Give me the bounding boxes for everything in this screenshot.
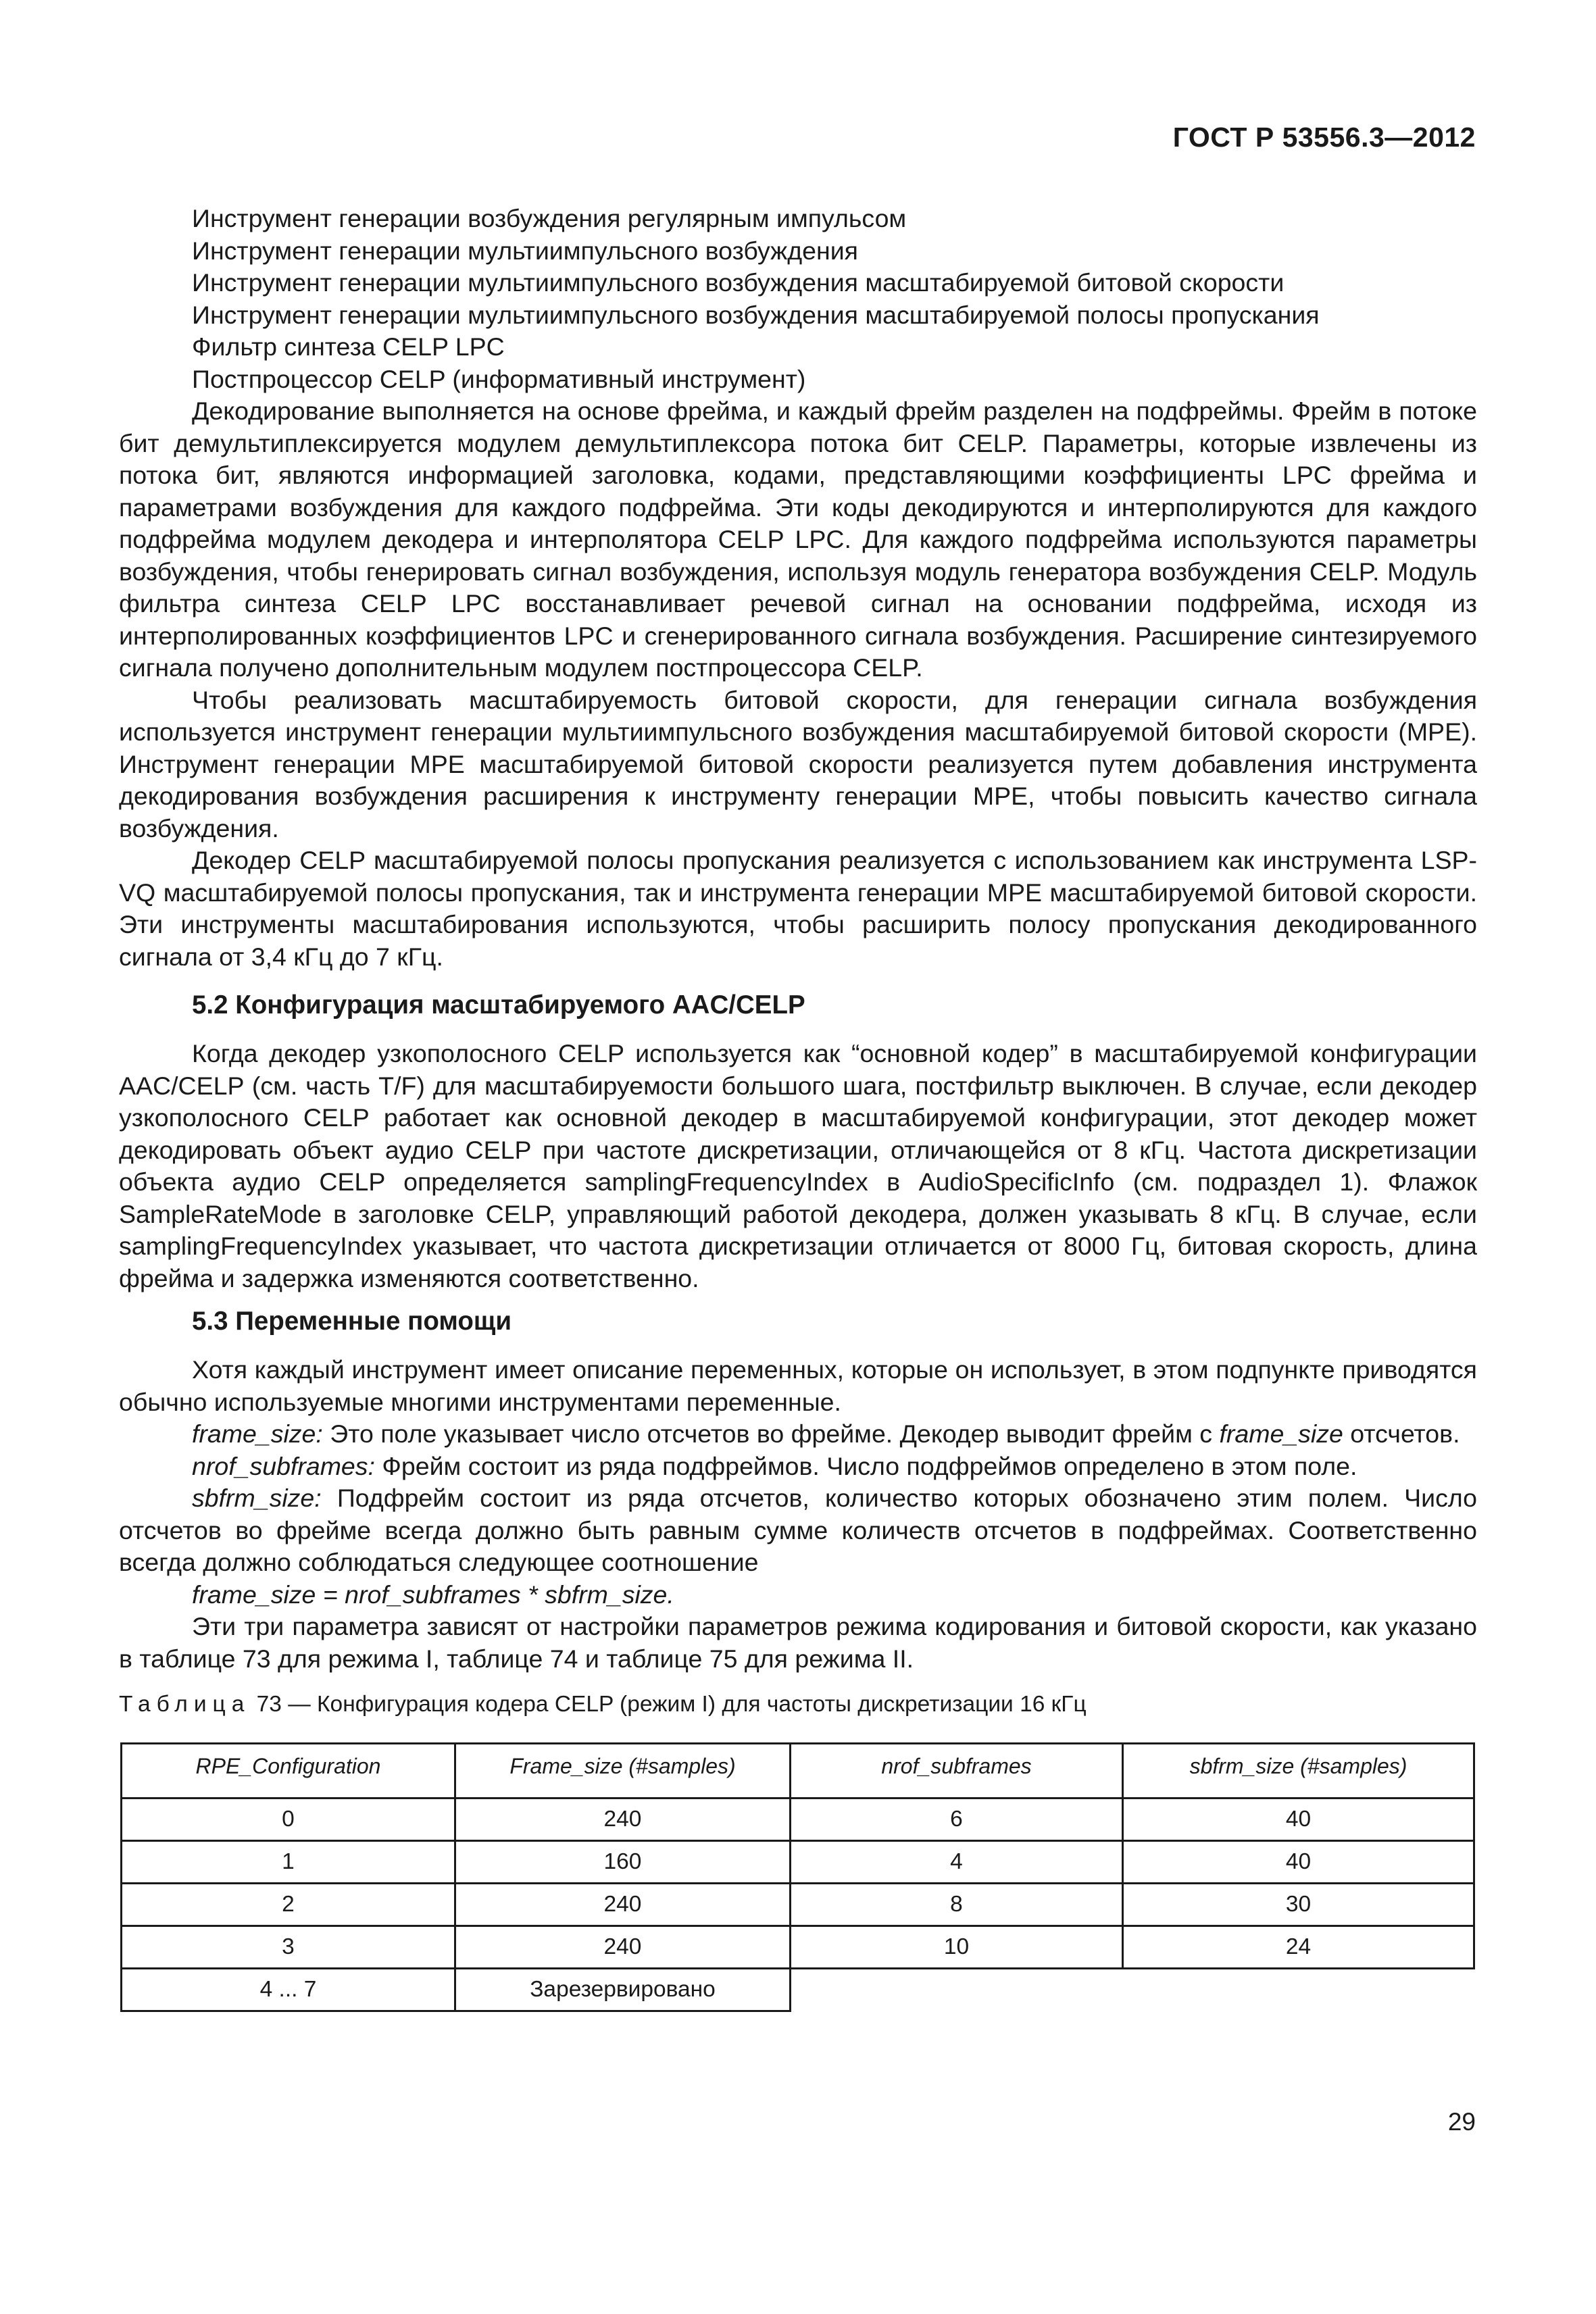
formula [119, 1579, 1477, 1611]
separator-cell [791, 1789, 1123, 1799]
section-5-2-text: Когда декодер узкополосного CELP используется как “основной кодер” в масштабируемой конфигурации AAC/CELP (см. часть T/F) для масштабируемости большого шага, постфильтр выключен. В случае, если декодер узкополосного CELP работает как основной декодер в масштабируемой конфигурации, этот декодер может декодировать объект аудио CELP при частоте дискретизации, отличающейся от 8 кГц. Частота дискретизации объекта аудио CELP определяется samplingFrequencyIndex в AudioSpecificInfo (см. подраздел 1). Флажок SampleRateMode в заголовке CELP, управляющий работой декодера, должен указывать 8 кГц. В случае, если samplingFrequencyIndex указывает, что частота дискретизации отличается от 8000 Гц, битовая скорость, длина фрейма и задержка изменяются соответственно. [119, 1039, 1477, 1292]
formula-text: frame_size = nrof_subframes * sbfrm_size. [192, 1580, 674, 1609]
table-row [122, 1799, 1474, 1841]
separator-cell [1123, 1789, 1474, 1799]
table-cell: 240 [455, 1884, 791, 1926]
frame-size-definition [119, 1418, 1477, 1451]
table-cell: 6 [791, 1799, 1123, 1841]
tool-item: Инструмент генерации мультиимпульсного возбуждения масштабируемой полосы пропускания [192, 300, 1320, 329]
nrof-term: nrof_subframes: [192, 1451, 375, 1480]
page-number: 29 [1447, 2108, 1476, 2136]
table-cell: 30 [1123, 1884, 1474, 1926]
frame-size-var: frame_size [1219, 1419, 1343, 1448]
standard-header: ГОСТ Р 53556.3—2012 [1172, 122, 1476, 153]
tool-item: Постпроцессор CELP (информативный инструмент) [192, 364, 806, 393]
nrof-def: Фрейм состоит из ряда подфреймов. Число подфреймов определено в этом поле. [374, 1451, 1357, 1480]
nrof-subframes-definition [119, 1451, 1477, 1483]
bitrate-scalability-paragraph: Чтобы реализовать масштабируемость битовой скорости, для генерации сигнала возбуждения используется инструмент генерации мультиимпульсного возбуждения масштабируемой битовой скорости (MPE). Инструмент генерации MPE масштабируемой битовой скорости реализуется путем добавления инструмента декодирования возбуждения расширения к инструменту генерации MPE, чтобы повысить качество сигнала возбуждения. [119, 685, 1477, 842]
table-cell: 8 [791, 1884, 1123, 1926]
table-caption-text: 73 — Конфигурация кодера CELP (режим I) для частоты дискретизации 16 кГц [250, 1692, 1087, 1717]
separator-cell [455, 1789, 791, 1799]
header-separator-row [122, 1789, 1474, 1799]
table-row [122, 1841, 1474, 1884]
table-row [122, 1926, 1474, 1969]
table-cell: 10 [791, 1926, 1123, 1969]
table-header-row [122, 1744, 1474, 1790]
decoding-paragraph: Декодирование выполняется на основе фрейма, и каждый фрейм разделен на подфреймы. Фрейм в потоке бит демультиплексируется модулем демультиплексора потока бит CELP. Параметры, которые извлечены из потока бит, являются информацией заголовка, кодами, представляющими коэффициенты LPC фрейма и параметрами возбуждения для каждого подфрейма. Эти коды декодируются и интерполируются для каждого подфрейма модулем декодера и интерполятора CELP LPC. Для каждого подфрейма используются параметры возбуждения, чтобы генерировать сигнал возбуждения, используя модуль генератора возбуждения CELP. Модуль фильтра синтеза CELP LPC восстанавливает речевой сигнал на основании подфрейма, исходя из интерполированных коэффициентов LPC и сгенерированного сигнала возбуждения. Расширение синтезируемого сигнала получено дополнительным модулем постпроцессора CELP. [119, 397, 1477, 682]
bandwidth-scalability-paragraph: Декодер CELP масштабируемой полосы пропускания реализуется с использованием как инструмента LSP-VQ масштабируемой полосы пропускания, так и инструмента генерации MPE масштабируемой битовой скорости. Эти инструменты масштабирования используются, чтобы расширить полосу пропускания декодированного сигнала от 3,4 кГц до 7 кГц. [119, 846, 1477, 971]
sbfrm-size-definition [119, 1482, 1477, 1579]
reserved-row [122, 1969, 1474, 2011]
section-5-2-heading: 5.2 Конфигурация масштабируемого AAC/CELP [192, 990, 805, 1020]
table-cell: 240 [455, 1926, 791, 1969]
tool-item: Инструмент генерации мультиимпульсного возбуждения [192, 236, 858, 265]
table-cell: 2 [122, 1884, 455, 1926]
tool-item: Инструмент генерации мультиимпульсного возбуждения масштабируемой битовой скорости [192, 268, 1285, 297]
table-cell: 1 [122, 1841, 455, 1884]
sbfrm-term: sbfrm_size: [192, 1484, 322, 1512]
section-5-3-intro: Хотя каждый инструмент имеет описание переменных, которые он использует, в этом подпункте приводятся обычно используемые многими инструментами переменные. [119, 1355, 1477, 1416]
section-5-3-closing: Эти три параметра зависят от настройки параметров режима кодирования и битовой скорости, как указано в таблице 73 для режима I, таблице 74 и таблице 75 для режима II. [119, 1612, 1477, 1673]
table-caption [119, 1690, 1477, 1719]
table-cell: 24 [1123, 1926, 1474, 1969]
column-header: RPE_Configuration [122, 1744, 455, 1790]
config-table [120, 1742, 1475, 2012]
table-row [122, 1884, 1474, 1926]
tool-item: Фильтр синтеза CELP LPC [192, 332, 505, 361]
table-cell: 160 [455, 1841, 791, 1884]
table-cell: Зарезервировано [455, 1969, 791, 2011]
section-5-3-heading: 5.3 Переменные помощи [192, 1307, 512, 1336]
sbfrm-def: Подфрейм состоит из ряда отсчетов, количество которых обозначено этим полем. Число отсчетов во фрейме всегда должно быть равным сумме количеств отсчетов в подфреймах. Соответственно всегда должно соблюдаться следующее соотношение [119, 1484, 1477, 1576]
separator-cell [122, 1789, 455, 1799]
column-header: sbfrm_size (#samples) [1123, 1744, 1474, 1790]
page-body [119, 203, 1477, 2012]
frame-size-term: frame_size: [192, 1419, 323, 1448]
empty-cell [1123, 1969, 1474, 2011]
table-cell: 0 [122, 1799, 455, 1841]
table-cell: 240 [455, 1799, 791, 1841]
empty-cell [791, 1969, 1123, 2011]
table-cell: 40 [1123, 1799, 1474, 1841]
frame-size-def-a: Это поле указывает число отсчетов во фрейме. Декодер выводит фрейм с [322, 1419, 1220, 1448]
column-header: Frame_size (#samples) [455, 1744, 791, 1790]
table-cell: 4 ... 7 [122, 1969, 455, 2011]
table-caption-label: Таблица [119, 1692, 251, 1717]
table-cell: 40 [1123, 1841, 1474, 1884]
table-cell: 4 [791, 1841, 1123, 1884]
frame-size-def-b: отсчетов. [1343, 1419, 1460, 1448]
column-header: nrof_subframes [791, 1744, 1123, 1790]
table-cell: 3 [122, 1926, 455, 1969]
tool-item: Инструмент генерации возбуждения регулярным импульсом [192, 204, 907, 232]
